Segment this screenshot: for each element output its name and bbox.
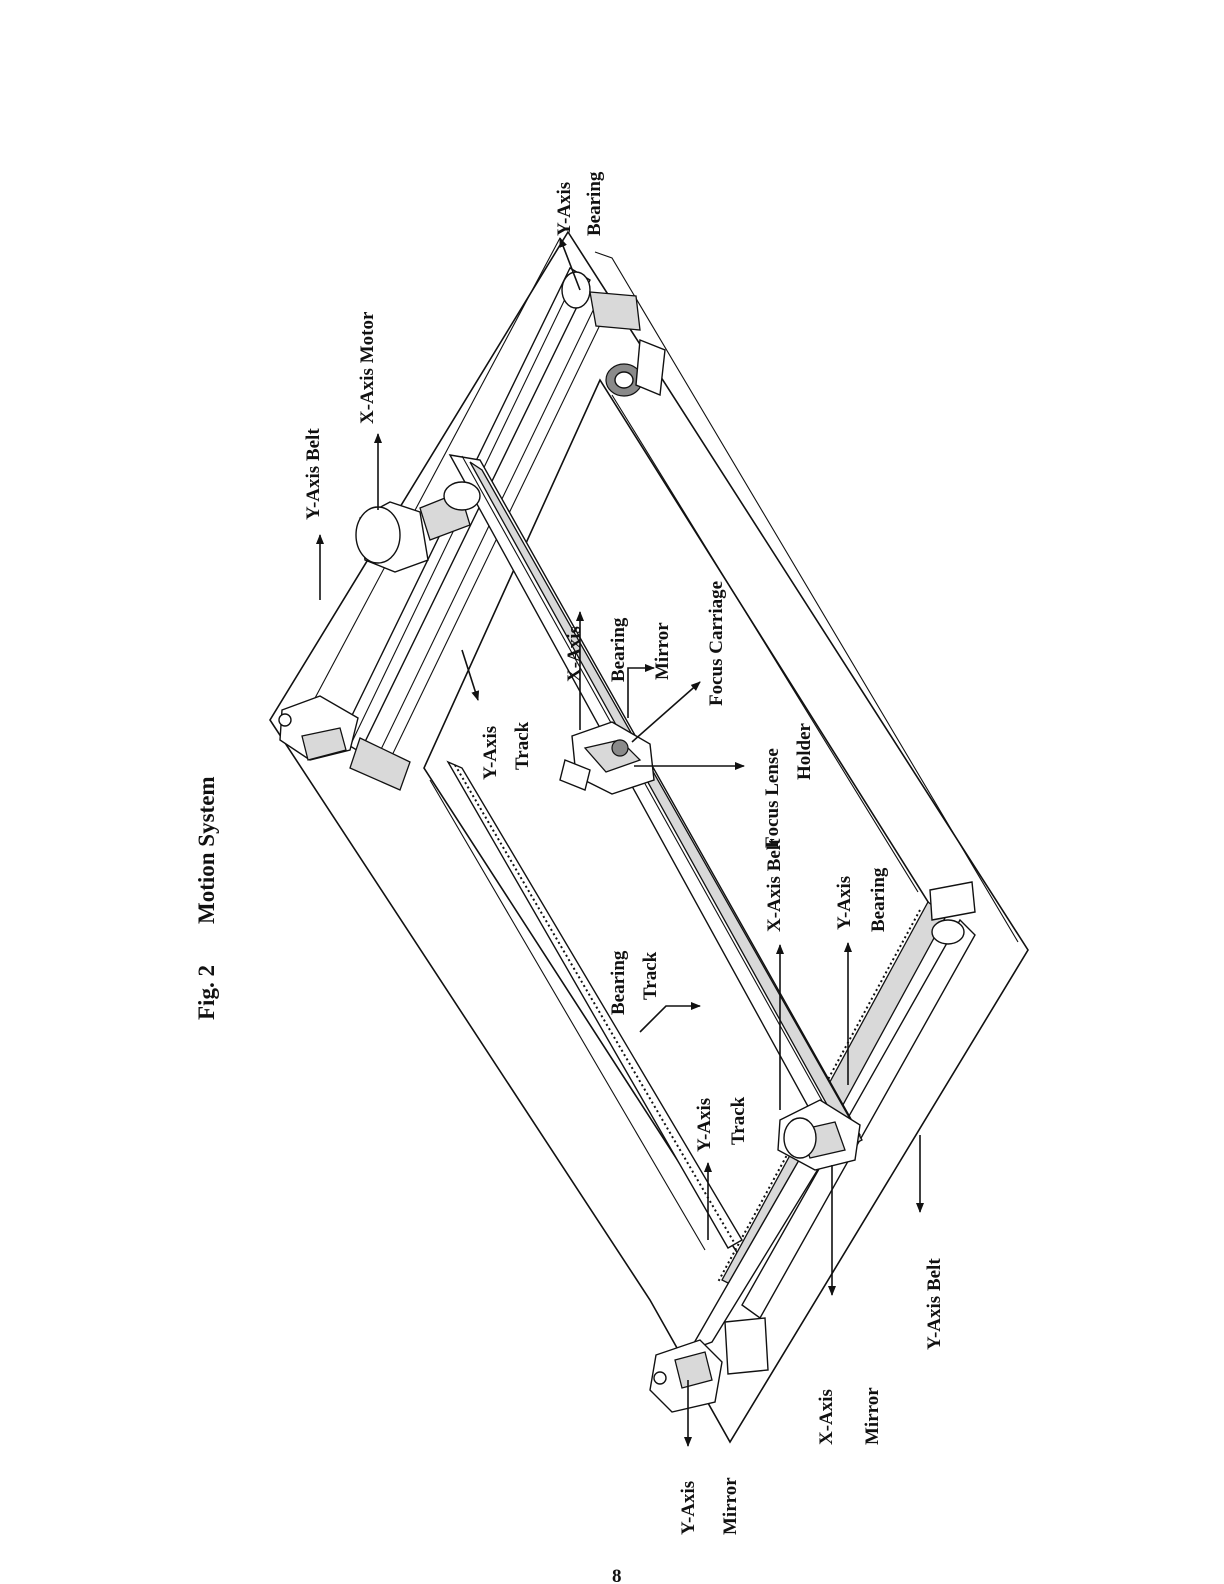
- arrow-y-axis-track-top: [462, 650, 478, 700]
- arrow-mirror: [628, 668, 654, 718]
- focus-carriage-part: [560, 722, 654, 794]
- page-number: 8: [612, 1566, 622, 1584]
- label-y-axis-mirror-1: Y-Axis: [678, 1480, 699, 1535]
- leader-arrows: [320, 238, 920, 1446]
- arrow-focus-carriage: [632, 682, 700, 742]
- label-y-axis-belt-top: Y-Axis Belt: [303, 428, 324, 520]
- machine-base: [270, 232, 1028, 1442]
- label-y-axis-track-bottom-1: Y-Axis: [694, 1097, 715, 1152]
- label-focus-lense-holder-2: Holder: [794, 723, 815, 780]
- label-y-axis-bearing-top-1: Y-Axis: [554, 181, 575, 236]
- label-y-axis-bearing-bottom-1: Y-Axis: [834, 875, 855, 930]
- label-y-axis-belt-bottom: Y-Axis Belt: [924, 1258, 945, 1350]
- label-bearing-track-1: Bearing: [608, 950, 629, 1015]
- top-bearing-pulley: [562, 272, 665, 396]
- figure-caption: Motion System: [194, 776, 219, 924]
- label-x-axis-bearing-1: X-Axis: [564, 626, 585, 682]
- label-focus-lense-holder-1: Focus Lense: [762, 748, 783, 848]
- label-x-axis-mirror-2: Mirror: [862, 1387, 883, 1445]
- label-bearing-track-2: Track: [640, 951, 661, 1000]
- label-x-axis-motor: X-Axis Motor: [357, 311, 378, 424]
- label-y-axis-bearing-top-2: Bearing: [584, 171, 605, 236]
- label-y-axis-mirror-2: Mirror: [720, 1477, 741, 1535]
- x-axis-motor-part: [356, 482, 480, 572]
- arrow-bearing-track: [640, 1006, 700, 1032]
- label-mirror: Mirror: [652, 622, 673, 680]
- label-focus-carriage: Focus Carriage: [706, 580, 727, 706]
- label-x-axis-bearing-2: Bearing: [608, 617, 629, 682]
- label-y-axis-track-bottom-2: Track: [728, 1096, 749, 1145]
- label-x-axis-belt: X-Axis Belt: [764, 838, 785, 932]
- figure-title: Fig. 2: [194, 965, 219, 1020]
- label-x-axis-mirror-1: X-Axis: [816, 1389, 837, 1445]
- label-y-axis-bearing-bottom-2: Bearing: [868, 867, 889, 932]
- label-y-axis-track-top-1: Y-Axis: [480, 725, 501, 780]
- label-y-axis-track-top-2: Track: [512, 721, 533, 770]
